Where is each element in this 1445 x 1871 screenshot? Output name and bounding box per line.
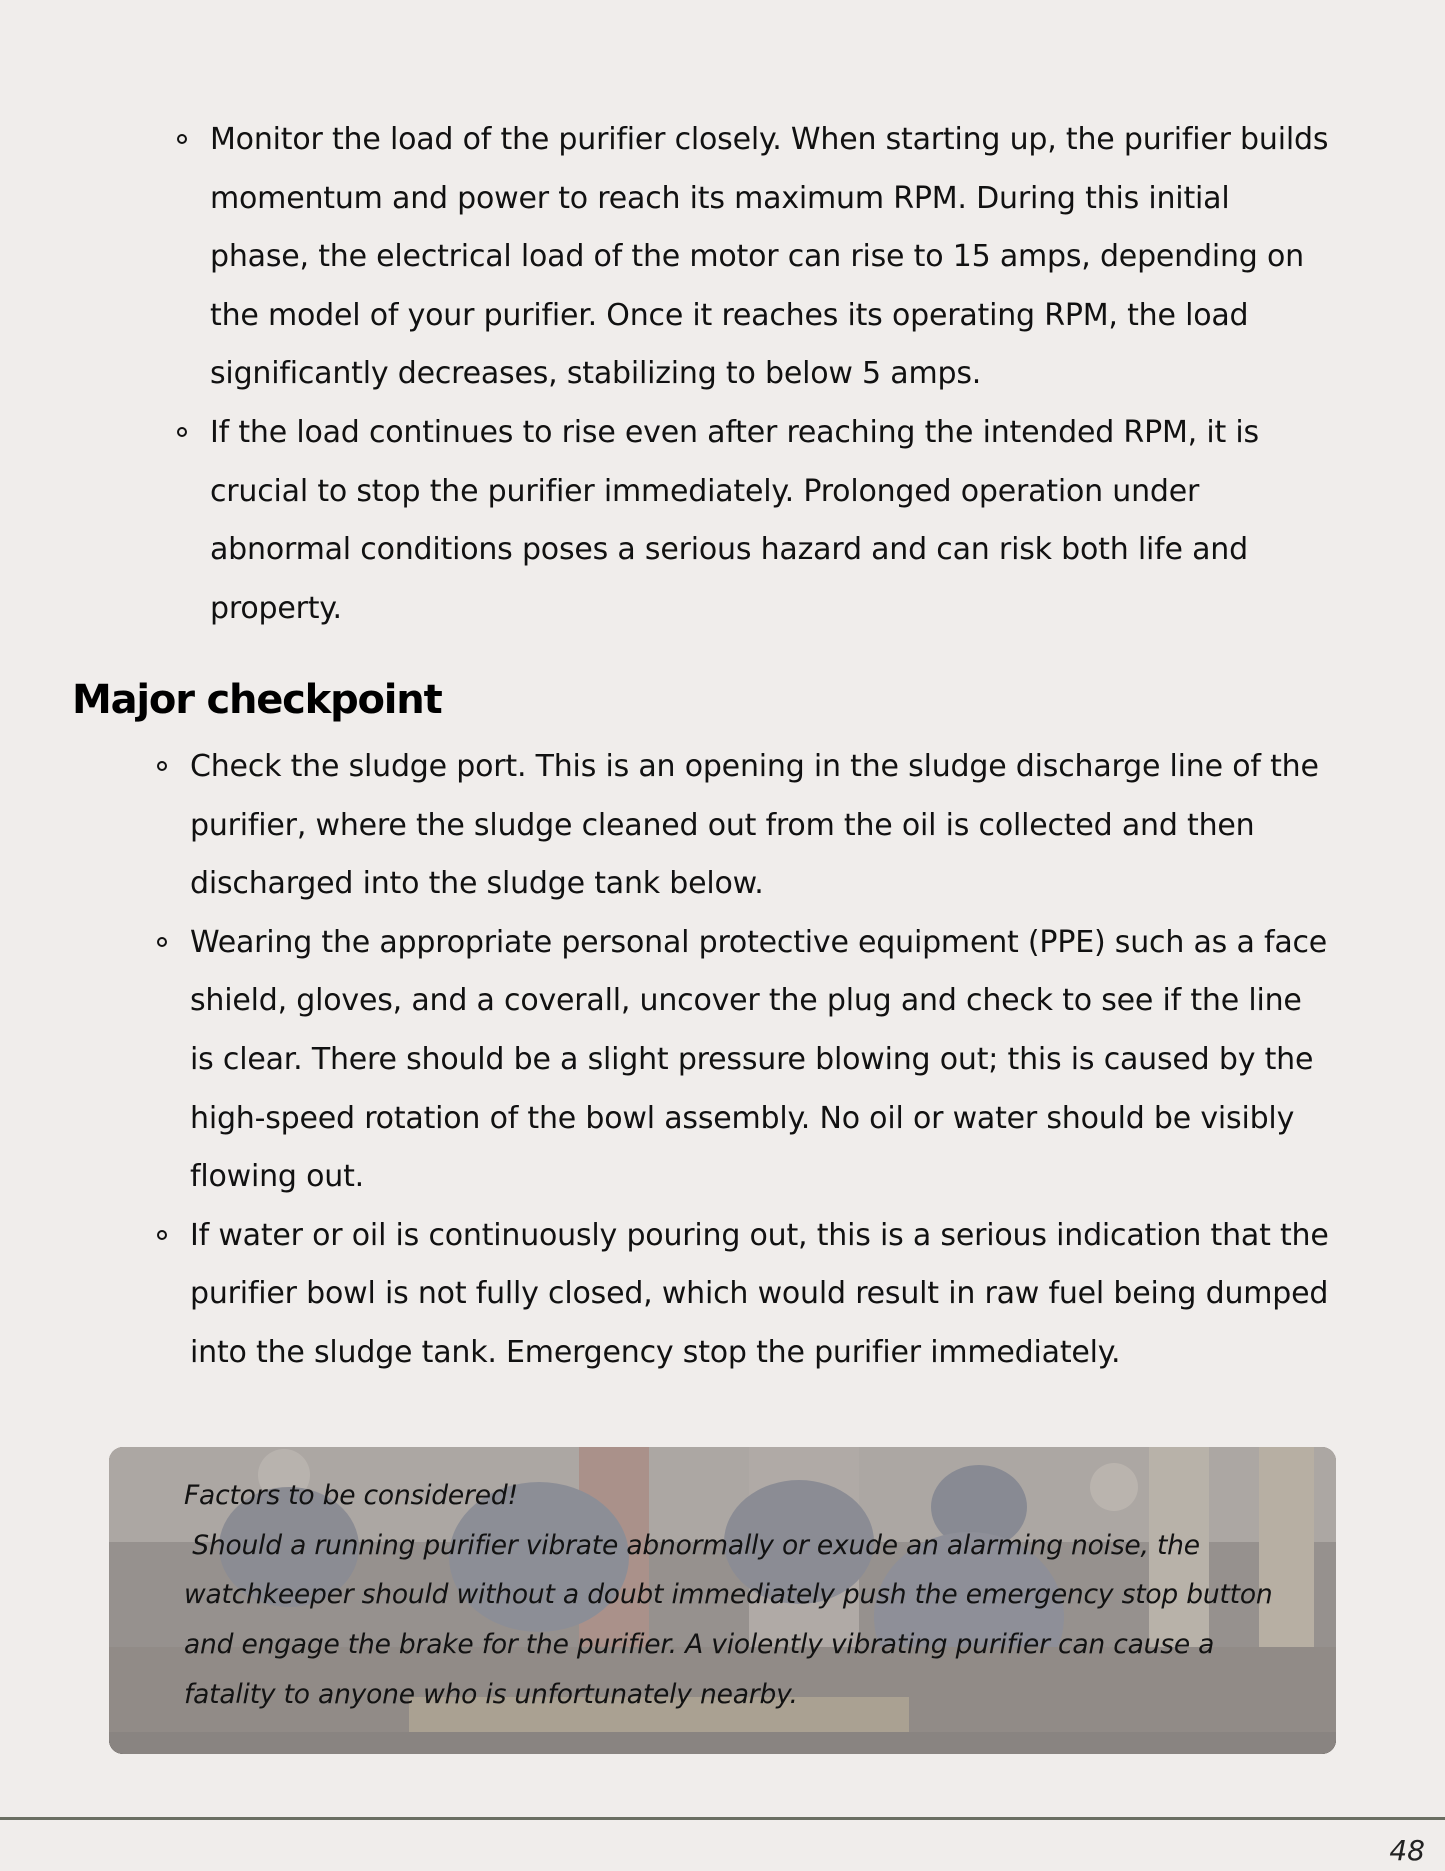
callout-text bbox=[184, 1471, 1304, 1720]
callout-body: Should a running purifier vibrate abnormally or exude an alarming noise, the watchkeeper should without a doubt immediately push the emergency stop button and engage the brake for the purifier. A violently vibrating purifier can cause a fatality to anyone who is unfortunately nearby. bbox=[184, 1529, 1281, 1710]
list-item: If water or oil is continuously pouring out, this is a serious indication that the purifier bowl is not fully closed, which would result in raw fuel being dumped into the sludge tank. Emergency stop the purifier immediately. bbox=[190, 1207, 1330, 1383]
list-item: Wearing the appropriate personal protective equipment (PPE) such as a face shield, gloves, and a coverall, uncover the plug and check to see if the line is clear. There should be a slight pressure blowing out; this is caused by the high-speed rotation of the bowl assembly. No oil or water should be visibly flowing out. bbox=[190, 914, 1330, 1207]
major-checkpoint-list bbox=[190, 738, 1330, 1383]
section-heading: Major checkpoint bbox=[72, 677, 442, 723]
page-number: 48 bbox=[1389, 1834, 1425, 1867]
callout-title: Factors to be considered! bbox=[184, 1480, 518, 1511]
warning-callout bbox=[109, 1447, 1336, 1754]
list-item: Check the sludge port. This is an opening in the sludge discharge line of the purifier, where the sludge cleaned out from the oil is collected and then discharged into the sludge tank below. bbox=[190, 738, 1330, 914]
list-item: Monitor the load of the purifier closely. When starting up, the purifier builds momentum and power to reach its maximum RPM. During this initial phase, the electrical load of the motor can rise to 15 amps, depending on the model of your purifier. Once it reaches its operating RPM, the load significantly decreases, stabilizing to below 5 amps. bbox=[210, 111, 1330, 404]
startup-load-list bbox=[210, 111, 1330, 638]
footer-divider bbox=[0, 1817, 1445, 1820]
list-item: If the load continues to rise even after reaching the intended RPM, it is crucial to stop the purifier immediately. Prolonged operation under abnormal conditions poses a serious hazard and can risk both life and property. bbox=[210, 404, 1330, 638]
